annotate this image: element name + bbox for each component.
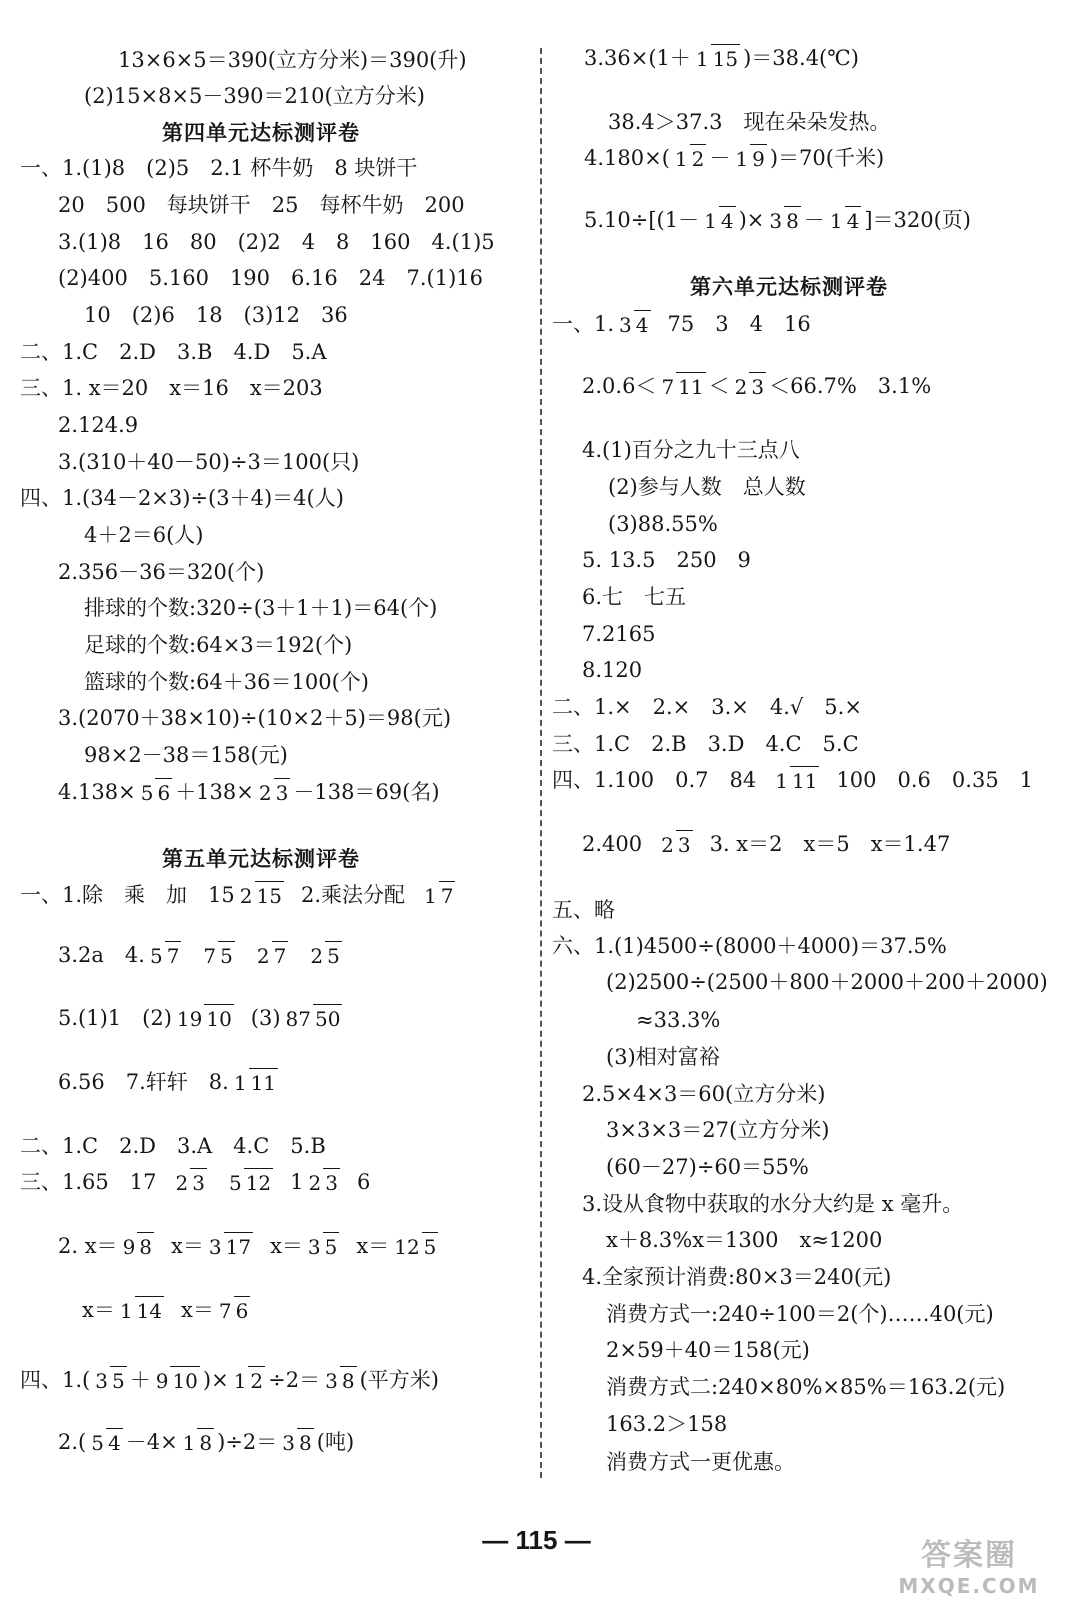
answer-line: 2.0.6＜ 7 11 ＜ 2 3 ＜66.7% 3.1% bbox=[582, 376, 931, 397]
answer-line: 篮球的个数:64＋36＝100(个) bbox=[84, 670, 369, 694]
answer-line: 一、1. 3 4 75 3 4 16 bbox=[552, 314, 811, 335]
page-number: — 115 — bbox=[482, 1525, 591, 1555]
fraction: 12 5 bbox=[392, 1237, 438, 1257]
answer-line: 三、1.65 17 2 3 5 12 1 2 3 6 bbox=[20, 1172, 370, 1193]
fraction: 1 4 bbox=[828, 211, 861, 231]
answer-line: 3.2a 4. 5 7 7 5 2 7 2 5 bbox=[58, 945, 345, 966]
answer-line: 四、1.100 0.7 84 1 11 100 0.6 0.35 1 bbox=[552, 770, 1033, 791]
answer-line: 98×2－38＝158(元) bbox=[84, 743, 288, 767]
answer-line: 二、1.× 2.× 3.× 4.√ 5.× bbox=[552, 695, 862, 719]
answer-line: 2. x＝ 9 8 x＝ 3 17 x＝ 3 5 x＝ 12 5 bbox=[58, 1236, 441, 1257]
fraction: 2 3 bbox=[733, 377, 766, 397]
fraction: 1 11 bbox=[232, 1073, 278, 1093]
answer-line: 4.180×( 1 2 － 1 9 )＝70(千米) bbox=[584, 148, 884, 169]
fraction: 3 5 bbox=[93, 1371, 126, 1391]
fraction: 3 17 bbox=[207, 1237, 253, 1257]
answer-line: 5.(1)1 (2) 19 10 (3) 87 50 bbox=[58, 1008, 345, 1029]
fraction: 1 2 bbox=[673, 149, 706, 169]
unit-6-heading: 第六单元达标测评卷 bbox=[690, 274, 888, 299]
answer-line: 一、1.(1)8 (2)5 2.1 杯牛奶 8 块饼干 bbox=[20, 156, 418, 180]
answer-line: 4.138× 5 6 ＋138× 2 3 －138＝69(名) bbox=[58, 782, 440, 803]
answer-line: 2×59＋40＝158(元) bbox=[606, 1338, 810, 1362]
fraction: 3 8 bbox=[280, 1433, 313, 1453]
answer-line: 消费方式二:240×80%×85%＝163.2(元) bbox=[606, 1375, 1006, 1399]
answer-line: 6.七 七五 bbox=[582, 585, 687, 609]
answer-line: (3)88.55% bbox=[608, 512, 718, 536]
answer-line: 5. 13.5 250 9 bbox=[582, 548, 751, 572]
answer-line: 四、1.( 3 5 ＋ 9 10 )× 1 2 ÷2＝ 3 8 (平方米) bbox=[20, 1370, 439, 1391]
answer-line: 3.(1)8 16 80 (2)2 4 8 160 4.(1)5 bbox=[58, 230, 495, 254]
answer-line: 3.36×(1＋ 1 15 )＝38.4(℃) bbox=[584, 48, 859, 69]
answer-line: 163.2＞158 bbox=[606, 1412, 728, 1436]
answer-line: 10 (2)6 18 (3)12 36 bbox=[84, 303, 348, 327]
fraction: 5 4 bbox=[89, 1433, 122, 1453]
answer-line: 2.5×4×3＝60(立方分米) bbox=[582, 1082, 826, 1106]
fraction: 1 11 bbox=[773, 771, 819, 791]
fraction: 2 5 bbox=[308, 946, 341, 966]
fraction: 2 3 bbox=[257, 783, 290, 803]
fraction: 1 8 bbox=[181, 1433, 214, 1453]
fraction: 7 6 bbox=[217, 1301, 250, 1321]
answer-line: 6.56 7.轩轩 8. 1 11 bbox=[58, 1072, 281, 1093]
fraction: 2 7 bbox=[255, 946, 288, 966]
answer-line: x＋8.3%x＝1300 x≈1200 bbox=[606, 1228, 883, 1252]
fraction: 1 7 bbox=[422, 886, 455, 906]
right-column bbox=[548, 0, 1073, 1500]
answer-line: x＝ 1 14 x＝ 7 6 bbox=[82, 1300, 253, 1321]
answer-line: (2)2500÷(2500＋800＋2000＋200＋2000) bbox=[606, 970, 1048, 994]
answer-line: 3.(2070＋38×10)÷(10×2＋5)＝98(元) bbox=[58, 706, 452, 730]
fraction: 2 3 bbox=[307, 1173, 340, 1193]
fraction: 2 3 bbox=[659, 835, 692, 855]
answer-line: 5.10÷[(1－ 1 4 )× 3 8 － 1 4 ]＝320(页) bbox=[584, 210, 971, 231]
fraction: 1 15 bbox=[694, 49, 740, 69]
fraction: 3 5 bbox=[306, 1237, 339, 1257]
fraction: 5 7 bbox=[148, 946, 181, 966]
answer-line: 2.400 2 3 3. x＝2 x＝5 x＝1.47 bbox=[582, 834, 950, 855]
answer-line: 六、1.(1)4500÷(8000＋4000)＝37.5% bbox=[552, 934, 947, 958]
answer-line: (2)15×8×5－390＝210(立方分米) bbox=[84, 84, 425, 108]
answer-line: 一、1.除 乘 加 15 2 15 2.乘法分配 1 7 bbox=[20, 885, 458, 906]
fraction: 7 5 bbox=[201, 946, 234, 966]
answer-line: 3×3×3＝27(立方分米) bbox=[606, 1118, 830, 1142]
answer-line: 排球的个数:320÷(3＋1＋1)＝64(个) bbox=[84, 596, 438, 620]
answer-line: 8.120 bbox=[582, 658, 643, 682]
fraction: 2 15 bbox=[238, 886, 284, 906]
answer-line: 3.设从食物中获取的水分大约是 x 毫升。 bbox=[582, 1192, 964, 1216]
unit-4-heading: 第四单元达标测评卷 bbox=[162, 120, 360, 145]
fraction: 5 12 bbox=[227, 1173, 273, 1193]
fraction: 2 3 bbox=[173, 1173, 206, 1193]
answer-line: (3)相对富裕 bbox=[606, 1045, 720, 1069]
fraction: 1 2 bbox=[232, 1371, 265, 1391]
answer-line: 2.124.9 bbox=[58, 413, 139, 437]
answer-line: 38.4＞37.3 现在朵朵发热。 bbox=[608, 110, 891, 134]
fraction: 3 8 bbox=[767, 211, 800, 231]
answer-line: 2.356－36＝320(个) bbox=[58, 560, 265, 584]
answer-line: 7.2165 bbox=[582, 622, 656, 646]
left-column bbox=[0, 0, 540, 1500]
fraction: 87 50 bbox=[284, 1009, 343, 1029]
fraction: 3 4 bbox=[617, 315, 650, 335]
watermark-logo: 答案圈 MXQE.COM bbox=[898, 1538, 1040, 1598]
answer-line: 2.( 5 4 －4× 1 8 )÷2＝ 3 8 (吨) bbox=[58, 1432, 354, 1453]
answer-line: (60－27)÷60＝55% bbox=[606, 1155, 809, 1179]
column-divider bbox=[540, 48, 542, 1478]
answer-line: 13×6×5＝390(立方分米)＝390(升) bbox=[118, 48, 467, 72]
fraction: 1 4 bbox=[702, 211, 735, 231]
fraction: 19 10 bbox=[175, 1009, 234, 1029]
fraction: 7 11 bbox=[659, 377, 705, 397]
answer-line: 二、1.C 2.D 3.B 4.D 5.A bbox=[20, 340, 327, 364]
answer-line: 五、略 bbox=[552, 898, 615, 922]
fraction: 1 9 bbox=[733, 149, 766, 169]
answer-line: 3.(310＋40－50)÷3＝100(只) bbox=[58, 450, 360, 474]
answer-line: 4＋2＝6(人) bbox=[84, 523, 204, 547]
answer-line: 4.全家预计消费:80×3＝240(元) bbox=[582, 1265, 892, 1289]
answer-line: 4.(1)百分之九十三点八 bbox=[582, 438, 800, 462]
answer-line: 三、1.C 2.B 3.D 4.C 5.C bbox=[552, 732, 859, 756]
answer-line: 消费方式一:240÷100＝2(个)……40(元) bbox=[606, 1302, 994, 1326]
answer-line: 四、1.(34－2×3)÷(3＋4)＝4(人) bbox=[20, 486, 344, 510]
fraction: 1 14 bbox=[118, 1301, 164, 1321]
answer-line: 20 500 每块饼干 25 每杯牛奶 200 bbox=[58, 193, 465, 217]
fraction: 5 6 bbox=[139, 783, 172, 803]
answer-line: 足球的个数:64×3＝192(个) bbox=[84, 633, 353, 657]
answer-line: 二、1.C 2.D 3.A 4.C 5.B bbox=[20, 1134, 326, 1158]
unit-5-heading: 第五单元达标测评卷 bbox=[162, 846, 360, 871]
answer-line: 三、1. x＝20 x＝16 x＝203 bbox=[20, 376, 323, 400]
fraction: 9 8 bbox=[121, 1237, 154, 1257]
fraction: 9 10 bbox=[154, 1371, 200, 1391]
answer-line: 消费方式一更优惠。 bbox=[606, 1450, 795, 1474]
answer-line: (2)400 5.160 190 6.16 24 7.(1)16 bbox=[58, 266, 484, 290]
answer-line: ≈33.3% bbox=[636, 1008, 721, 1032]
answer-line: (2)参与人数 总人数 bbox=[608, 475, 806, 499]
fraction: 3 8 bbox=[323, 1371, 356, 1391]
